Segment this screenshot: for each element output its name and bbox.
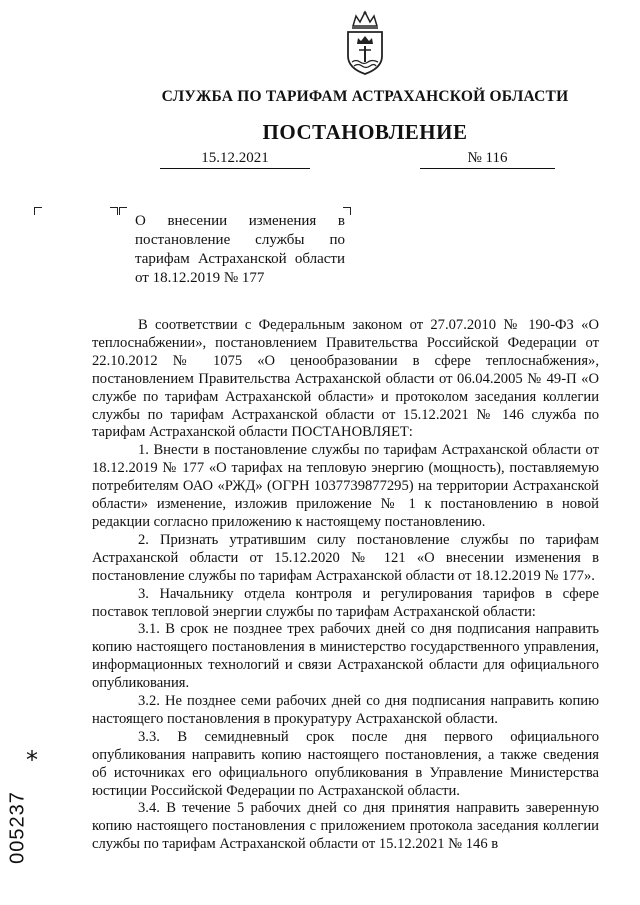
margin-asterisk-mark: * bbox=[26, 746, 38, 774]
serial-number-text: 005237 bbox=[6, 791, 29, 864]
clause-paragraph: 2. Признать утратившим силу постановление службы по тарифам Астраханской области от 15.12.2020 № 121 «О внесении изменения в постановление службы по тарифам Астраханской области от 18.12.2019 № 177». bbox=[92, 531, 599, 584]
document-body bbox=[92, 317, 599, 854]
astrakhan-coat-of-arms-icon bbox=[340, 10, 390, 76]
clause-paragraph: 3.2. Не позднее семи рабочих дней со дня подписания направить копию настоящего постановления в прокуратуру Астраханской области. bbox=[92, 693, 599, 727]
preamble-paragraph: В соответствии с Федеральным законом от 27.07.2010 № 190-ФЗ «О теплоснабжении», постановлением Правительства Российской Федерации от 22.10.2012 № 1075 «О ценообразовании в сфере теплоснабжения», постановлением Правительства Астраханской области от 06.04.2005 № 49-П «О службе по тарифам Астраханской области» и протоколом заседания коллегии службы по тарифам Астраханской области от 15.12.2021 № 146 служба по тарифам Астраханской области ПОСТАНОВЛЯЕТ: bbox=[92, 317, 599, 441]
agency-name: СЛУЖБА ПО ТАРИФАМ АСТРАХАНСКОЙ ОБЛАСТИ bbox=[161, 88, 569, 105]
margin-serial-number bbox=[8, 778, 28, 878]
clause-paragraph: 3.4. В течение 5 рабочих дней со дня принятия направить заверенную копию настоящего постановления с приложением протокола заседания коллегии службы по тарифам Астраханской области от 15.12.2021 № 146 в bbox=[92, 800, 599, 853]
document-date: 15.12.2021 bbox=[160, 148, 310, 169]
corner-mark-subject-left-inner bbox=[119, 207, 127, 215]
corner-mark-subject-left bbox=[110, 207, 118, 215]
document-number: № 116 bbox=[420, 148, 555, 169]
document-type-title: ПОСТАНОВЛЕНИЕ bbox=[262, 120, 468, 144]
clause-paragraph: 3.3. В семидневный срок после дня первого официального опубликования направить копию настоящего постановления, а также сведения об источниках его официального опубликования в Управление Министерства юстиции Российской Федерации по Астраханской области. bbox=[92, 728, 599, 799]
clause-paragraph: 3.1. В срок не позднее трех рабочих дней со дня подписания направить копию настоящего постановления в министерство государственного управления, информационных технологий и связи Астраханской области для официального опубликования. bbox=[92, 621, 599, 692]
corner-mark-left bbox=[34, 207, 42, 215]
document-subject: О внесении изменения в постановление службы по тарифам Астраханской области от 18.12.2019 № 177 bbox=[135, 213, 345, 286]
clause-paragraph: 3. Начальнику отдела контроля и регулирования тарифов в сфере поставок тепловой энергии службы по тарифам Астраханской области: bbox=[92, 585, 599, 620]
clause-paragraph: 1. Внести в постановление службы по тарифам Астраханской области от 18.12.2019 № 177 «О тарифах на тепловую энергию (мощность), поставляемую потребителям ОАО «РЖД» (ОГРН 1037739877295) на территории Астраханской области» изменение, изложив приложение № 1 к постановлению в новой редакции согласно приложению к настоящему постановлению. bbox=[92, 442, 599, 530]
